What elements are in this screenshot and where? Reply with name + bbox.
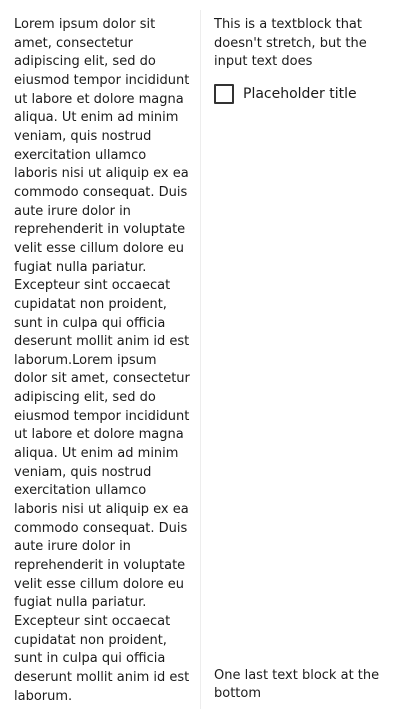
- checkbox-label: Placeholder title: [243, 85, 357, 102]
- lorem-text-block: Lorem ipsum dolor sit amet, consectetur adipiscing elit, sed do eiusmod tempor incididunt ut labore et dolore magna aliqua. Ut enim ad minim veniam, quis nostrud exercitation ullamco laboris nisi ut aliquip ex ea commodo consequat. Duis aute irure dolor in reprehenderit in voluptate velit esse cillum dolore eu fugiat nulla pariatur. Excepteur sint occaecat cupidatat non proident, sunt in culpa qui officia deserunt mollit anim id est laborum.Lorem ipsum dolor sit amet, consectetur adipiscing elit, sed do eiusmod tempor incididunt ut labore et dolore magna aliqua. Ut enim ad minim veniam, quis nostrud exercitation ullamco laboris nisi ut aliquip ex ea commodo consequat. Duis aute irure dolor in reprehenderit in voluptate velit esse cillum dolore eu fugiat nulla pariatur. Excepteur sint occaecat cupidatat non proident, sunt in culpa qui officia deserunt mollit anim id est laborum.: [14, 17, 190, 704]
- checkbox-box-icon[interactable]: [214, 84, 234, 104]
- bottom-text-block: One last text block at the bottom: [214, 667, 380, 702]
- column-divider: [200, 10, 201, 709]
- left-column: [14, 16, 190, 706]
- intro-text-block: This is a textblock that doesn't stretch, but the input text does: [214, 17, 367, 70]
- right-column: [214, 16, 390, 704]
- placeholder-checkbox[interactable]: [214, 84, 390, 104]
